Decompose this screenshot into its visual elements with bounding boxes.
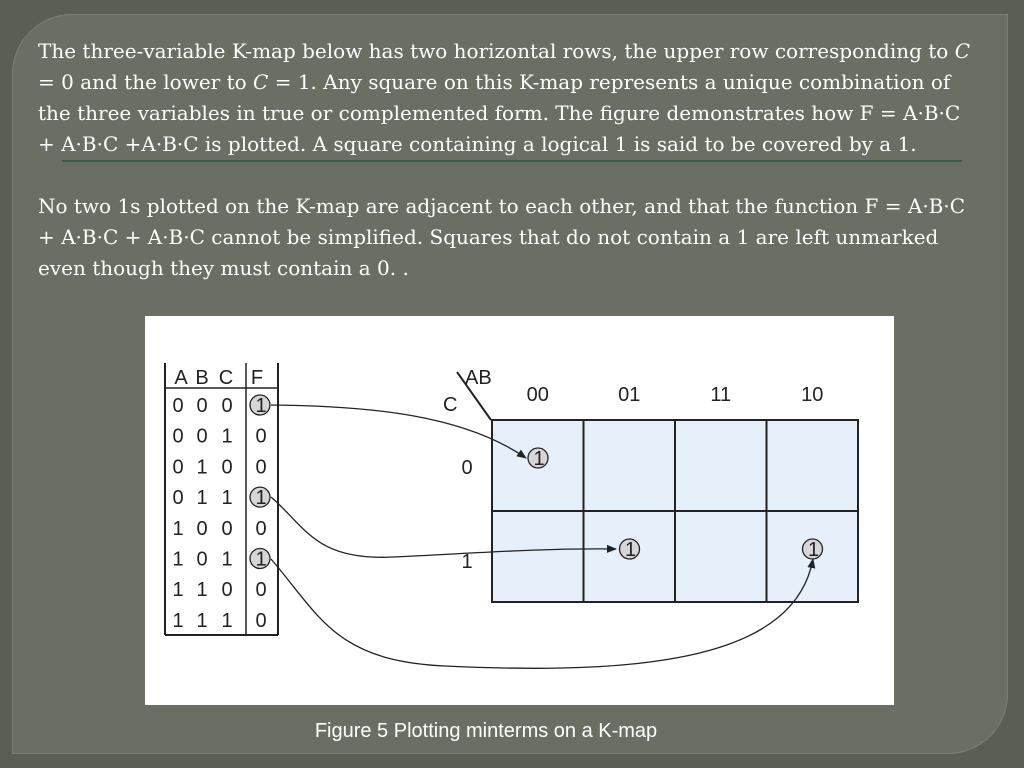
table-row — [172, 579, 266, 601]
paragraph-1 — [38, 36, 978, 160]
kmap-cell — [675, 420, 767, 511]
kmap-cell — [492, 511, 584, 602]
kmap-cell — [492, 420, 584, 511]
table-cell-input: 1 — [221, 548, 233, 571]
table-cell-input: 0 — [172, 425, 184, 448]
table-row — [172, 487, 270, 509]
table-cell-input: 0 — [221, 517, 233, 540]
kmap-cell — [675, 511, 767, 602]
table-cell-input: 0 — [221, 456, 233, 479]
kmap-cell-box — [767, 420, 859, 511]
table-row — [172, 395, 270, 417]
kmap-cells — [492, 420, 858, 602]
table-header-b: B — [195, 367, 209, 389]
kmap-row-header: 1 — [461, 551, 473, 573]
truth-table-header — [174, 367, 263, 389]
paragraph-1-part-3: = 1. Any square on this K-map represents a unique combination of the three variables in true or complemented form. The figure demonstrates how F = A·B·C + A·B·C +A·B·C is plotted. A square containing a logical 1 is said to be covered by a 1. — [38, 70, 961, 156]
table-row — [172, 549, 270, 571]
table-header-f: F — [250, 367, 264, 389]
table-cell-output: 0 — [255, 579, 267, 602]
kmap-cell-box — [675, 511, 767, 602]
table-cell-input: 1 — [172, 579, 184, 602]
table-cell-input: 0 — [196, 425, 208, 448]
table-cell-input: 0 — [172, 487, 184, 510]
table-cell-input: 1 — [221, 425, 233, 448]
kmap-row-headers — [461, 457, 472, 573]
kmap-col-header: 00 — [526, 384, 549, 406]
table-cell-input: 1 — [221, 609, 233, 632]
table-row — [172, 456, 266, 478]
table-cell-output: 0 — [255, 517, 267, 540]
kmap-cell — [584, 511, 676, 602]
table-cell-input: 0 — [196, 517, 208, 540]
variable-c-1: C — [954, 39, 971, 63]
kmap-cell-value: 1 — [533, 448, 545, 470]
kmap-row-var-label: C — [443, 394, 458, 416]
table-cell-input: 1 — [172, 548, 184, 571]
divider-line — [62, 160, 962, 162]
table-cell-output: 1 — [255, 548, 267, 571]
truth-table-rows — [172, 395, 270, 632]
table-header-c: C — [218, 367, 234, 389]
kmap-row-header: 0 — [461, 457, 473, 479]
kmap-cell-value: 1 — [624, 539, 637, 561]
kmap-cell-box — [584, 420, 676, 511]
table-cell-input: 0 — [221, 395, 233, 417]
figure-panel — [145, 316, 894, 705]
kmap-cell-value: 1 — [807, 539, 820, 561]
kmap-figure — [145, 316, 894, 705]
figure-caption: Figure 5 Plotting minterms on a K-map — [314, 720, 658, 742]
table-cell-input: 0 — [172, 395, 184, 417]
table-cell-input: 1 — [172, 517, 184, 540]
variable-c-2: C — [253, 70, 269, 94]
kmap-column-headers — [527, 384, 824, 406]
kmap-cell — [767, 511, 859, 602]
table-cell-input: 0 — [172, 456, 184, 479]
table-row — [172, 610, 266, 632]
table-cell-input: 0 — [196, 548, 208, 571]
table-cell-output: 1 — [255, 395, 267, 417]
table-cell-input: 1 — [196, 456, 208, 479]
table-cell-output: 1 — [255, 487, 267, 510]
kmap-col-header: 10 — [801, 384, 824, 406]
paragraph-1-part-1: The three-variable K-map below has two horizontal rows, the upper row corresponding to — [38, 39, 955, 63]
table-cell-output: 0 — [255, 456, 267, 479]
kmap-col-header: 01 — [618, 384, 641, 406]
table-row — [172, 518, 266, 540]
table-cell-output: 0 — [255, 609, 267, 632]
table-cell-input: 1 — [196, 579, 208, 602]
table-cell-input: 0 — [221, 579, 233, 602]
kmap-cell-box — [492, 511, 584, 602]
kmap-cell-box — [675, 420, 767, 511]
table-cell-input: 1 — [172, 609, 184, 632]
arrow-row-000 — [271, 405, 526, 458]
table-cell-input: 1 — [196, 487, 208, 510]
kmap-col-var-label: AB — [465, 367, 492, 389]
table-row — [172, 426, 266, 448]
table-cell-input: 1 — [196, 609, 208, 632]
paragraph-1-part-2: = 0 and the lower to — [38, 70, 254, 94]
paragraph-2: No two 1s plotted on the K-map are adjacent to each other, and that the function F = A·B·C + A·B·C + A·B·C cannot be simplified. Squares that do not contain a 1 are left unmarked even though they must contain a 0. . — [38, 194, 966, 280]
kmap-cell — [767, 420, 859, 511]
kmap-col-header: 11 — [710, 384, 732, 406]
table-cell-output: 0 — [255, 425, 267, 448]
kmap-cell — [584, 420, 676, 511]
table-cell-input: 1 — [221, 487, 233, 510]
table-cell-input: 0 — [196, 395, 208, 417]
table-header-a: A — [174, 367, 188, 389]
